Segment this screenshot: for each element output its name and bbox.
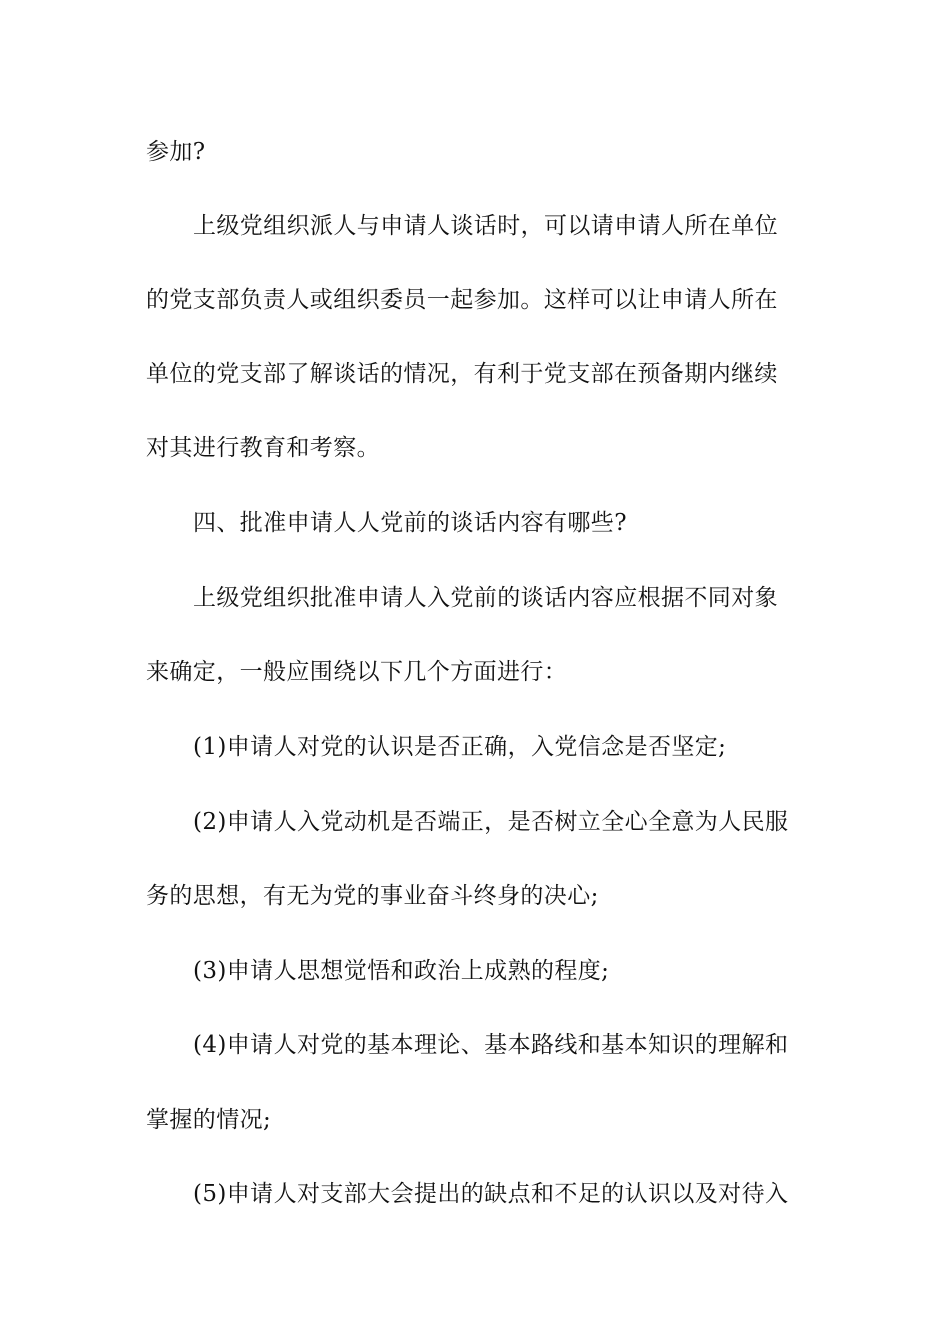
list-item-4-continued: 掌握的情况;	[146, 1107, 272, 1133]
text-line-2: 上级党组织派人与申请人谈话时，可以请申请人所在单位	[193, 213, 778, 239]
list-item-1: (1)申请人对党的认识是否正确，入党信念是否坚定;	[193, 734, 727, 760]
list-item-2-continued: 务的思想，有无为党的事业奋斗终身的决心;	[146, 883, 599, 909]
list-item-5: (5)申请人对支部大会提出的缺点和不足的认识以及对待入	[193, 1181, 789, 1207]
list-item-2: (2)申请人入党动机是否端正，是否树立全心全意为人民服	[193, 809, 789, 835]
list-item-3: (3)申请人思想觉悟和政治上成熟的程度;	[193, 958, 610, 984]
list-item-4: (4)申请人对党的基本理论、基本路线和基本知识的理解和	[193, 1032, 789, 1058]
text-line-7: 上级党组织批准申请人入党前的谈话内容应根据不同对象	[193, 585, 778, 611]
text-line-1: 参加?	[146, 139, 206, 165]
section-heading-4: 四、批准申请人人党前的谈话内容有哪些?	[193, 510, 627, 536]
text-line-3: 的党支部负责人或组织委员一起参加。这样可以让申请人所在	[146, 287, 778, 313]
text-line-4: 单位的党支部了解谈话的情况，有利于党支部在预备期内继续	[146, 361, 778, 387]
text-line-5: 对其进行教育和考察。	[146, 435, 380, 461]
text-line-8: 来确定，一般应围绕以下几个方面进行：	[146, 659, 568, 685]
